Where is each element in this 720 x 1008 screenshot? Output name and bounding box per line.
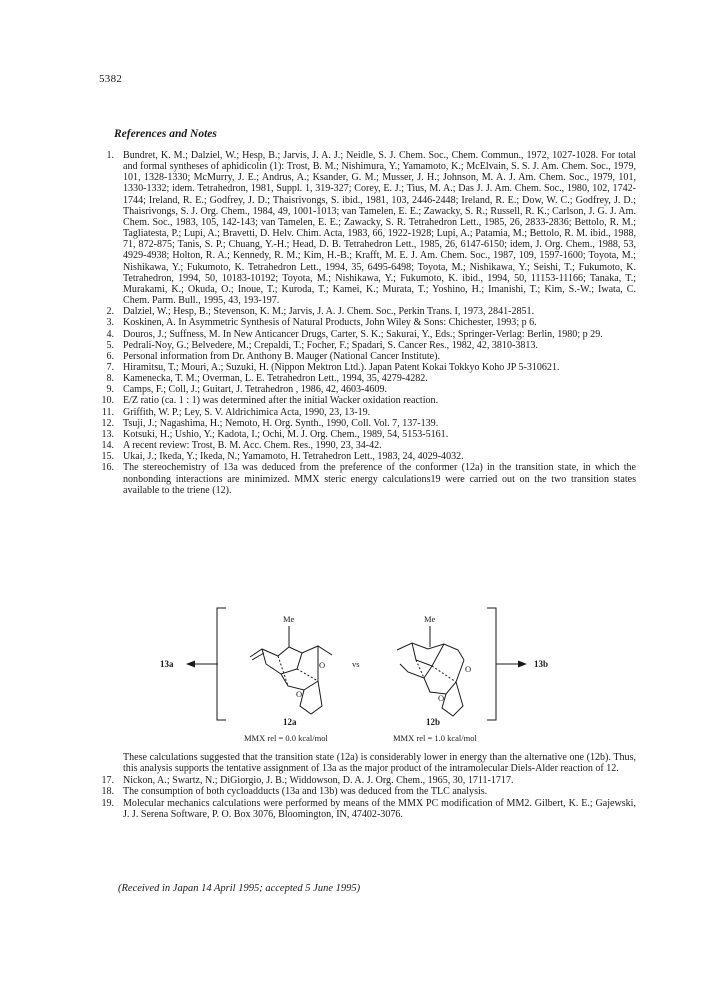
- energy-12a-label: MMX rel = 0.0 kcal/mol: [244, 733, 328, 743]
- reference-text: Dalziel, W.; Hesp, B.; Stevenson, K. M.; Jarvis, J. A. J. Chem. Soc., Perkin Trans. I, 1973, 2841-2851.: [123, 306, 535, 318]
- o-label-right-1: O: [465, 664, 472, 674]
- reference-item: [96, 351, 636, 362]
- reference-number: 1.: [106, 150, 114, 161]
- reference-number: 5.: [106, 339, 114, 351]
- left-bracket: [217, 608, 226, 720]
- reference-text: Tsuji, J.; Nagashima, H.; Nemoto, H. Org. Synth., 1990, Coll. Vol. 7, 137-139.: [123, 417, 439, 429]
- reference-number: 10.: [101, 395, 114, 407]
- reference-number: 9.: [106, 384, 114, 396]
- reference-text: Kamenecka, T. M.; Overman, L. E. Tetrahedron Lett., 1994, 35, 4279-4282.: [123, 373, 428, 385]
- reference-number: 8.: [106, 373, 114, 385]
- right-bracket: [487, 608, 496, 720]
- o-label-left-2: O: [296, 689, 303, 699]
- reference-item: [96, 798, 636, 820]
- reference-item: [96, 373, 636, 384]
- reference-text: Koskinen, A. In Asymmetric Synthesis of Natural Products, John Wiley & Sons: Chichester, 1993; p 6.: [123, 317, 537, 329]
- reference-number: 4.: [106, 328, 114, 340]
- reference-number: 3.: [106, 317, 114, 329]
- reference-text: Griffith, W. P.; Ley, S. V. Aldrichimica Acta, 1990, 23, 13-19.: [123, 406, 371, 418]
- reference-item: [96, 395, 636, 406]
- o-label-right-2: O: [438, 693, 445, 703]
- reference-text: Hiramitsu, T.; Mouri, A.; Suzuki, H. (Nippon Mektron Ltd.). Japan Patent Kokai Tokkyo Koho JP 5-310621.: [123, 361, 560, 373]
- reference-number: 7.: [106, 361, 114, 373]
- reference-item: [96, 451, 636, 462]
- reference-number: 18.: [101, 786, 114, 798]
- reference-item: [96, 362, 636, 373]
- reference-number: 19.: [101, 797, 114, 809]
- structure-12a: [250, 626, 332, 714]
- reference-text: Douros, J.; Suffness, M. In New Anticancer Drugs, Carter, S. K.; Sakurai, Y., Eds.; Springer-Verlag: Berlin, 1980; p 29.: [123, 328, 603, 340]
- reference-text: Nickon, A.; Swartz, N.; DiGiorgio, J. B.; Widdowson, D. A. J. Org. Chem., 1965, 30, 1711-1717.: [123, 775, 514, 787]
- continuation-paragraph: These calculations suggested that the transition state (12a) is considerably lower in energy than the alternative one (12b). Thus, this analysis supports the tentative assignment of 13a as the major product of the intramolecular Diels-Alder reaction of 12.: [123, 752, 636, 775]
- reference-item: [96, 340, 636, 351]
- post-scheme-text: [96, 752, 636, 820]
- reference-item: [96, 429, 636, 440]
- reference-text: Ukai, J.; Ikeda, Y.; Ikeda, N.; Yamamoto, H. Tetrahedron Lett., 1983, 24, 4029-4032.: [123, 451, 464, 463]
- reference-text: Kotsuki, H.; Ushio, Y.; Kadota, I.; Ochi, M. J. Org. Chem., 1989, 54, 5153-5161.: [123, 428, 449, 440]
- reference-text: The consumption of both cycloadducts (13a and 13b) was deduced from the TLC analysis.: [123, 786, 488, 798]
- me-label-right: Me: [424, 614, 436, 624]
- reference-number: 13.: [101, 428, 114, 440]
- reference-item: [96, 418, 636, 429]
- transition-state-scheme: [0, 602, 720, 752]
- reference-item: [96, 440, 636, 451]
- reference-number: 12.: [101, 417, 114, 429]
- me-label-left: Me: [283, 614, 295, 624]
- reference-list: [96, 150, 636, 496]
- structure-12b: [397, 626, 464, 716]
- reference-number: 17.: [101, 775, 114, 787]
- versus-label: vs: [352, 659, 360, 669]
- reference-number: 15.: [101, 451, 114, 463]
- product-13a-label: 13a: [160, 659, 174, 669]
- reference-number: 11.: [101, 406, 114, 418]
- received-line: (Received in Japan 14 April 1995; accepted 5 June 1995): [118, 883, 361, 894]
- reference-number: 14.: [101, 440, 114, 452]
- reference-number: 6.: [106, 350, 114, 362]
- reference-item: [96, 306, 636, 317]
- reference-item: [96, 384, 636, 395]
- reference-text: Pedrali-Noy, G.; Belvedere, M.; Crepaldi, T.; Focher, F.; Spadari, S. Cancer Res., 1982, 42, 3810-3813.: [123, 339, 538, 351]
- reference-number: 16.: [101, 462, 114, 474]
- reference-text: Bundret, K. M.; Dalziel, W.; Hesp, B.; Jarvis, J. A. J.; Neidle, S. J. Chem. Soc., Chem. Commun., 1972, 1027-1028. For total and formal syntheses of aphidicolin (1): Trost, B. M.; Nishimura, Y.; Yamamoto, K.; McElvain, S. S. J. Am. Chem. Soc., 1979, 101, 1328-1330; McMurry, J. E.; Andrus, A.; Ksander, G. M.; Musser, J. H.; Johnson, M. A. J. Am. Chem. Soc., 1979, 101, 1330-1332; idem. Tetrahedron, 1981, Suppl. 1, 319-327; Corey, E. J.; Tius, M. A.; Das J. J. Am. Chem. Soc., 1980, 102, 1742-1744; Ireland, R. E.; Godfrey, J. D.; Thaisrivongs, S. ibid., 1981, 103, 2446-2448; Ireland, R. E.; Dow, W. C.; Godfrey, J. D.; Thaisrivongs, S. J. Org. Chem., 1984, 49, 1001-1013; van Tamelen, E. E.; Zawacky, S. R.; Russell, R. K.; Carlson, J. G. J. Am. Chem. Soc., 1983, 105, 142-143; van Tamelen, E. E.; Zawacky, S. R. Tetrahedron Lett., 1985, 26, 2833-2836; Bettolo, R. M.; Tagliatesta, P.; Lupi, A.; Bravetti, D. Helv. Chim. Acta, 1983, 66, 1922-1928; Lupi, A.; Patamia, M.; Bettolo, R. M. ibid., 1988, 71, 872-875; Tanis, S. P.; Chuang, Y.-H.; Head, D. B. Tetrahedron Lett., 1985, 26, 6147-6150; idem, J. Org. Chem., 1988, 53, 4929-4938; Holton, R. A.; Kennedy, R. M.; Kim, H.-B.; Krafft, M. E. J. Am. Chem. Soc., 1987, 109, 1597-1600; Toyota, M.; Nishikawa, Y.; Fukumoto, K. Tetrahedron Lett., 1994, 35, 6495-6498; Toyota, M.; Nishikawa, Y.; Seishi, T.; Fukumoto, K. Tetrahedron, 1994, 50, 10183-10192; Toyota, M.; Nishikawa, Y.; Fukumoto, K. ibid., 1994, 50, 11153-11166; Tanaka, T.; Murakami, K.; Okuda, O.; Inoue, T.; Kuroda, T.; Kamei, K.; Murata, T.; Yoshino, H.; Imanishi, T.; Kim, S.-W.; Iwata, C. Chem. Parm. Bull., 1995, 43, 193-197.: [123, 150, 636, 307]
- reference-item: [96, 407, 636, 418]
- reference-item: [96, 329, 636, 340]
- energy-12b-label: MMX rel = 1.0 kcal/mol: [393, 733, 477, 743]
- late-reference-list: [96, 775, 636, 820]
- ts-12a-label: 12a: [283, 717, 297, 727]
- reference-text: The stereochemistry of 13a was deduced from the preference of the conformer (12a) in the transition state, in which the nonbonding interactions are minimized. MMX steric energy calculations19 were carried out on the two transition states available to the triene (12).: [123, 462, 636, 496]
- reference-text: Camps, F.; Coll, J.; Guitart, J. Tetrahedron , 1986, 42, 4603-4609.: [123, 384, 387, 396]
- reference-item: [96, 775, 636, 786]
- o-label-left-1: O: [319, 660, 326, 670]
- ts-12b-label: 12b: [426, 717, 441, 727]
- reference-text: Personal information from Dr. Anthony B. Mauger (National Cancer Institute).: [123, 350, 440, 362]
- reference-item: [96, 462, 636, 495]
- page-number: 5382: [99, 73, 123, 85]
- reference-item: [96, 786, 636, 797]
- reference-number: 2.: [106, 306, 114, 318]
- left-arrow-head: [186, 661, 195, 668]
- reference-text: E/Z ratio (ca. 1 : 1) was determined after the initial Wacker oxidation reaction.: [123, 395, 439, 407]
- reference-item: [96, 317, 636, 328]
- reference-text: Molecular mechanics calculations were performed by means of the MMX PC modification of MM2. Gilbert, K. E.; Gajewski, J. J. Serena Software, P. O. Box 3076, Bloomington, IN, 47402-3076.: [123, 797, 636, 820]
- reference-text: A recent review: Trost, B. M. Acc. Chem. Res., 1990, 23, 34-42.: [123, 440, 382, 452]
- product-13b-label: 13b: [534, 659, 549, 669]
- right-arrow-head: [518, 661, 527, 668]
- reference-item: [96, 150, 636, 306]
- section-title: References and Notes: [114, 128, 217, 140]
